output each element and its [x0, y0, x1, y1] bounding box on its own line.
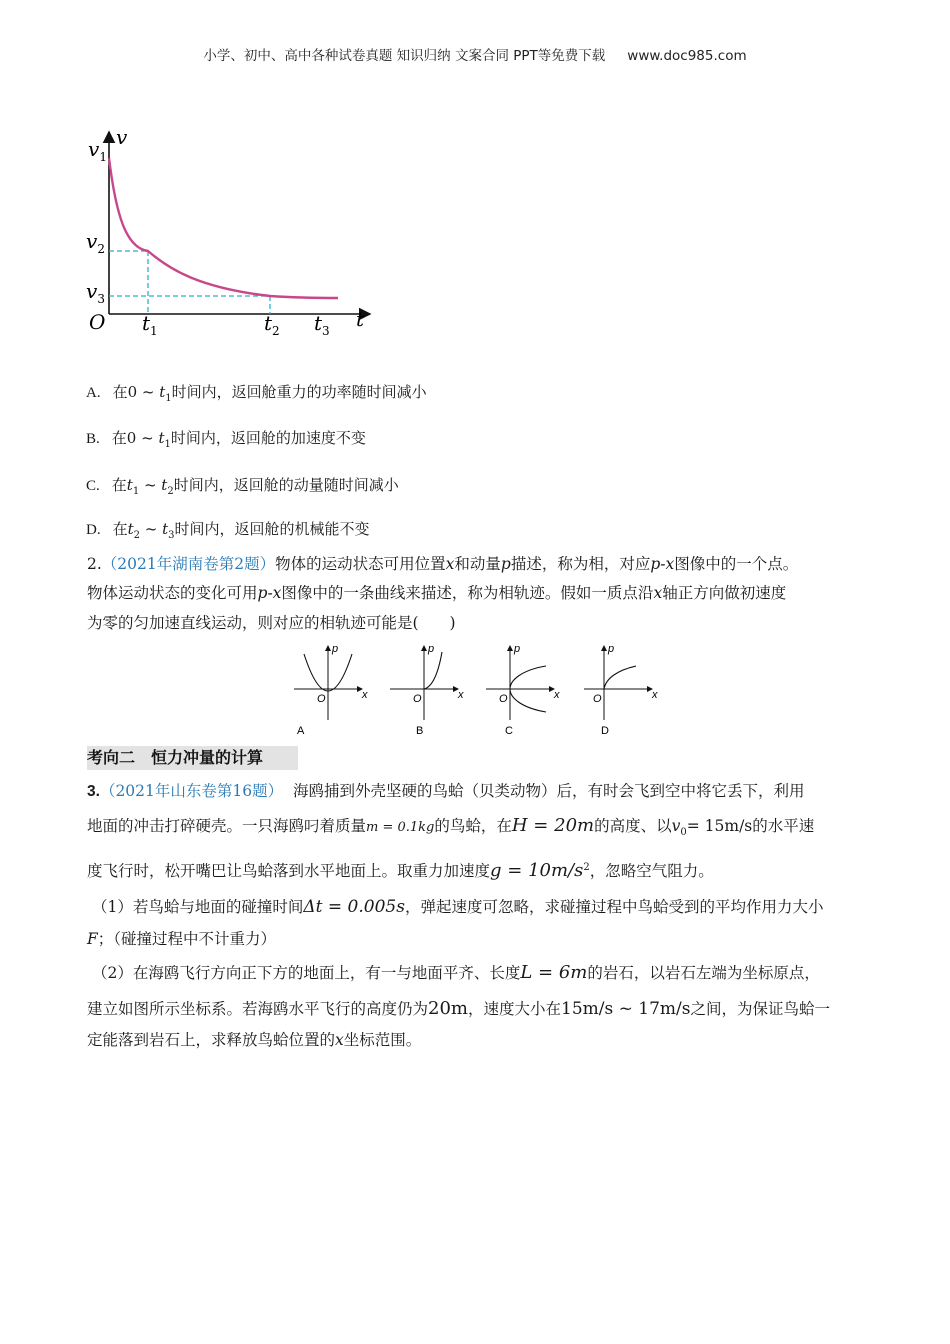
- header-site[interactable]: www.doc985.com: [627, 48, 747, 64]
- page-header: [0, 44, 950, 64]
- phase-graphs: [290, 640, 670, 740]
- q3-part-2-line-3: 定能落到岩石上，求释放鸟蛤位置的x坐标范围。: [87, 1031, 422, 1049]
- phase-graph-c: [486, 643, 560, 737]
- v2-label: $v_2$: [86, 229, 105, 256]
- svg-text:x: x: [362, 689, 368, 701]
- q2-line-2: 物体运动状态的变化可用p-x图像中的一条曲线来描述，称为相轨迹。假如一质点沿x轴正方向做初速度: [87, 584, 787, 602]
- phase-graph-a: [294, 643, 368, 737]
- guide-lines: [109, 251, 270, 314]
- t2-label: $t_2$: [264, 311, 280, 338]
- t-axis-label: t: [356, 307, 365, 331]
- header-text: 小学、初中、高中各种试卷真题 知识归纳 文案合同 PPT等免费下载: [203, 48, 606, 64]
- v-axis-label: v: [116, 125, 128, 149]
- q3-part-1-cont: F；（碰撞过程中不计重力）: [87, 930, 277, 948]
- q3-line-1: 3.（2021年山东卷第16题） 海鸥捕到外壳坚硬的鸟蛤（贝类动物）后，有时会飞到空中将它丢下，利用: [87, 782, 805, 800]
- svg-text:p: p: [332, 643, 339, 655]
- svg-text:O: O: [499, 693, 508, 705]
- option-d[interactable]: D. 在$t_2$ ~ $t_3$时间内，返回舱的机械能不变: [86, 520, 370, 541]
- t3-label: $t_3$: [314, 311, 330, 338]
- q3-part-1: （1）若鸟蛤与地面的碰撞时间Δt = 0.005s，弹起速度可忽略，求碰撞过程中鸟蛤受到的平均作用力大小: [92, 897, 824, 917]
- velocity-curve: [109, 158, 338, 298]
- option-a[interactable]: A. 在0 ~ $t_1$时间内，返回舱重力的功率随时间减小: [86, 383, 427, 404]
- phase-graph-b: [390, 643, 464, 737]
- q2-line-1: 2.（2021年湖南卷第2题）物体的运动状态可用位置x和动量p描述，称为相，对应p-x图像中的一个点。: [87, 555, 799, 573]
- option-b[interactable]: B. 在0 ~ $t_1$时间内，返回舱的加速度不变: [86, 429, 366, 450]
- svg-text:x: x: [554, 689, 560, 701]
- q3-part-2-line-2: 建立如图所示坐标系。若海鸥水平飞行的高度仍为20m，速度大小在15m/s ~ 17m/s之间，为保证鸟蛤一: [87, 998, 830, 1019]
- svg-text:B: B: [416, 725, 424, 737]
- v3-label: $v_3$: [86, 279, 105, 306]
- q3-line-2: 地面的冲击打碎硬壳。一只海鸥叼着质量m = 0.1kg的鸟蛤，在H = 20m的高度、以$v_0= 15m/s$的水平速: [87, 815, 815, 839]
- svg-text:x: x: [652, 689, 658, 701]
- v1-label: $v_1$: [88, 137, 107, 164]
- phase-graph-d: [584, 643, 658, 737]
- q3-line-3: 度飞行时，松开嘴巴让鸟蛤落到水平地面上。取重力加速度$g = 10m/s^2$，忽略空气阻力。: [87, 860, 714, 882]
- svg-text:A: A: [297, 725, 305, 737]
- svg-text:p: p: [608, 643, 615, 655]
- svg-text:O: O: [317, 693, 326, 705]
- vt-graph: [80, 120, 380, 340]
- svg-text:O: O: [593, 693, 602, 705]
- section-title: 考向二 恒力冲量的计算: [87, 746, 298, 770]
- svg-text:C: C: [505, 725, 513, 737]
- svg-text:D: D: [601, 725, 609, 737]
- svg-text:x: x: [458, 689, 464, 701]
- origin-label: O: [89, 310, 106, 334]
- option-c[interactable]: C. 在$t_1$ ~ $t_2$时间内，返回舱的动量随时间减小: [86, 476, 399, 497]
- svg-text:O: O: [413, 693, 422, 705]
- svg-text:p: p: [428, 643, 435, 655]
- svg-text:p: p: [514, 643, 521, 655]
- q3-part-2: （2）在海鸥飞行方向正下方的地面上，有一与地面平齐、长度L = 6m的岩石，以岩石左端为坐标原点，: [92, 962, 820, 983]
- q2-line-3: 为零的匀加速直线运动，则对应的相轨迹可能是( ): [87, 614, 456, 632]
- t1-label: $t_1$: [142, 311, 158, 338]
